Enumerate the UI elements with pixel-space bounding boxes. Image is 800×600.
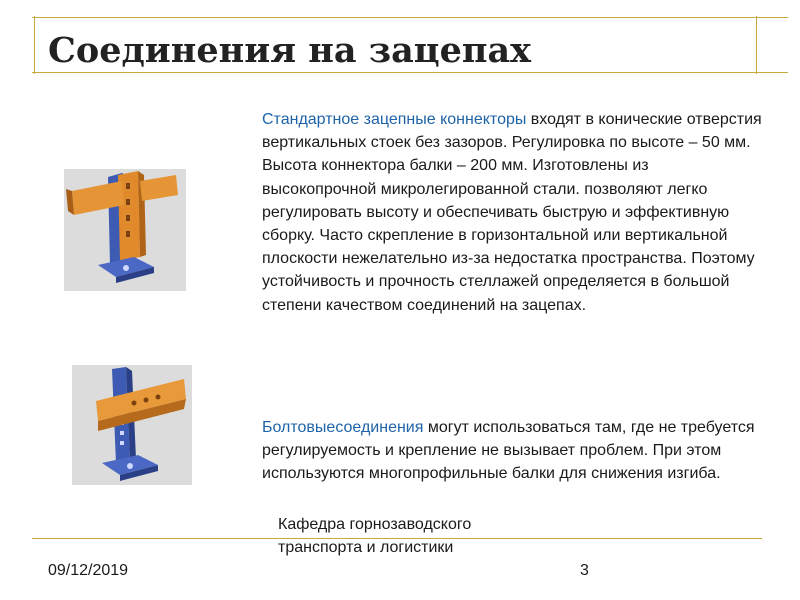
- bolted-connections-term: Болтовыесоединения: [262, 419, 424, 436]
- hook-connectors-term: Стандартное зацепные коннекторы: [262, 111, 527, 128]
- frame-line-left: [34, 16, 35, 74]
- hook-connector-image: [64, 169, 186, 291]
- title-underline: [32, 72, 788, 73]
- bolted-connections-description: могут использоваться там, где не требуется регулируемость и крепление не вызывает проблем. При этом используются многопрофильные балки для снижения изгиба.: [262, 419, 755, 483]
- page-number: 3: [580, 562, 589, 579]
- footer-department: Кафедра горнозаводского транспорта и логистики: [278, 516, 472, 556]
- bolted-connections-paragraph: [262, 416, 762, 486]
- footer-date: 09/12/2019: [48, 562, 129, 579]
- frame-line-right: [756, 16, 757, 74]
- frame-line-top: [32, 17, 788, 18]
- hook-connectors-description: входят в конические отверстия вертикальных стоек без зазоров. Регулировка по высоте – 50 мм. Высота коннектора балки – 200 мм. Изготовлены из высокопрочной микролегированной стали. позволяют легко регулировать высоту и обеспечивать быструю и эффективную сборку. Часто скрепление в горизонтальной или вертикальной плоскости нежелательно из-за недостатка пространства. Поэтому устойчивость и прочность стеллажей определяется в большой степени качеством соединений на зацепах.: [262, 111, 762, 314]
- bolted-connection-image: [72, 365, 192, 485]
- hook-connectors-paragraph: [262, 108, 762, 317]
- slide-title: Соединения на зацепах: [48, 30, 532, 71]
